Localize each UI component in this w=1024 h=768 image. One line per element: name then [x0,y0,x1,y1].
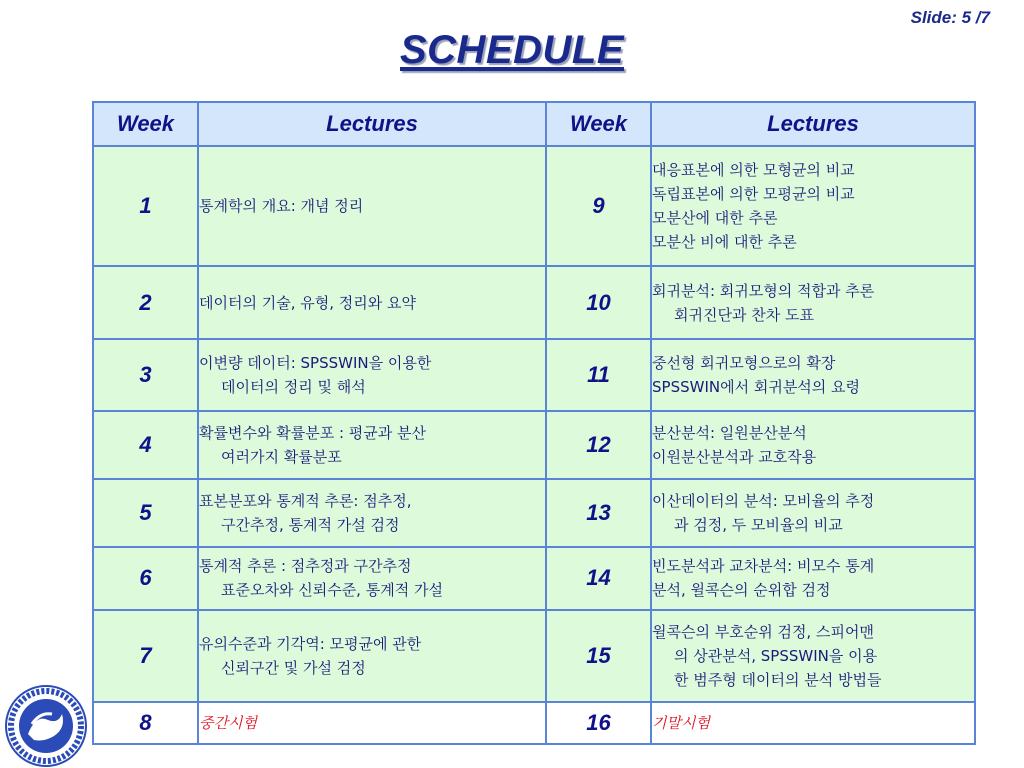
lecture-line: 여러가지 확률분포 [221,447,342,466]
lecture-line: 빈도분석과 교차분석: 비모수 통계 [652,557,875,576]
table-row [93,146,975,266]
slide-number: Slide: 5 /7 [910,8,990,27]
lecture-cell-left [198,547,546,609]
header-row [93,102,975,146]
lecture-line: 데이터의 정리 및 해석 [221,377,366,396]
header-lectures-right: Lectures [651,102,975,146]
lecture-line: 통계학의 개요: 개념 정리 [199,197,364,216]
lecture-line: 회귀진단과 찬차 도표 [674,305,814,324]
lecture-line: 기말시험 [652,713,710,732]
lecture-line: 데이터의 기술, 유형, 정리와 요약 [199,293,416,312]
week-number-left: 3 [93,339,198,411]
week-number-right: 9 [546,146,651,266]
lecture-line: 유의수준과 기각역: 모평균에 관한 [199,634,422,653]
lecture-cell-right [651,266,975,338]
table-row [93,547,975,609]
university-seal-icon [4,684,88,768]
table-row [93,411,975,479]
lecture-line: 구간추정, 통계적 가설 검정 [221,516,400,535]
lecture-cell-left [198,702,546,744]
schedule-table [92,101,976,745]
lecture-line: 회귀분석: 회귀모형의 적합과 추론 [652,281,875,300]
week-number-left: 6 [93,547,198,609]
lecture-line: 이산데이터의 분석: 모비율의 추정 [652,492,875,511]
week-number-right: 15 [546,610,651,702]
lecture-line: 모분산에 대한 추론 [652,209,778,228]
lecture-line: SPSSWIN에서 회귀분석의 요령 [652,377,861,396]
lecture-cell-left [198,146,546,266]
lecture-line: 과 검정, 두 모비율의 비교 [674,516,843,535]
lecture-line: 윌콕슨의 부호순위 검정, 스피어맨 [652,622,874,641]
lecture-line: 모분산 비에 대한 추론 [652,233,797,252]
header-week-right: Week [546,102,651,146]
week-number-left: 1 [93,146,198,266]
lecture-line: 중선형 회귀모형으로의 확장 [652,353,836,372]
lecture-line: 신뢰구간 및 가설 검정 [221,658,366,677]
table-row [93,339,975,411]
lecture-cell-right [651,411,975,479]
week-number-left: 2 [93,266,198,338]
lecture-line: 분산분석: 일원분산분석 [652,423,807,442]
lecture-cell-left [198,610,546,702]
week-number-right: 13 [546,479,651,547]
lecture-cell-right [651,547,975,609]
lecture-cell-left [198,339,546,411]
week-number-right: 14 [546,547,651,609]
week-number-right: 12 [546,411,651,479]
lecture-line: 의 상관분석, SPSSWIN을 이용 [674,646,878,665]
table-row [93,266,975,338]
lecture-cell-right [651,479,975,547]
lecture-line: 이변량 데이터: SPSSWIN을 이용한 [199,353,432,372]
table-row [93,702,975,744]
lecture-line: 표본분포와 통계적 추론: 점추정, [199,492,412,511]
lecture-line: 중간시험 [199,713,257,732]
header-week-left: Week [93,102,198,146]
lecture-line: 분석, 윌콕슨의 순위합 검정 [652,581,831,600]
lecture-cell-right [651,610,975,702]
table-row [93,610,975,702]
lecture-line: 통계적 추론 : 점추정과 구간추정 [199,557,412,576]
page-title: SCHEDULE [399,28,625,72]
lecture-cell-left [198,411,546,479]
lecture-cell-right [651,146,975,266]
week-number-right: 11 [546,339,651,411]
lecture-cell-left [198,479,546,547]
week-number-left: 5 [93,479,198,547]
lecture-line: 확률변수와 확률분포 : 평균과 분산 [199,423,426,442]
week-number-left: 4 [93,411,198,479]
week-number-right: 10 [546,266,651,338]
lecture-cell-right [651,702,975,744]
header-lectures-left: Lectures [198,102,546,146]
lecture-cell-right [651,339,975,411]
lecture-line: 대응표본에 의한 모형균의 비교 [652,161,855,180]
week-number-left: 8 [93,702,198,744]
week-number-left: 7 [93,610,198,702]
lecture-line: 표준오차와 신뢰수준, 통계적 가설 [221,581,443,600]
lecture-line: 이원분산분석과 교호작용 [652,447,817,466]
week-number-right: 16 [546,702,651,744]
lecture-line: 한 범주형 데이터의 분석 방법들 [674,670,882,689]
table-row [93,479,975,547]
lecture-cell-left [198,266,546,338]
lecture-line: 독립표본에 의한 모평균의 비교 [652,185,855,204]
